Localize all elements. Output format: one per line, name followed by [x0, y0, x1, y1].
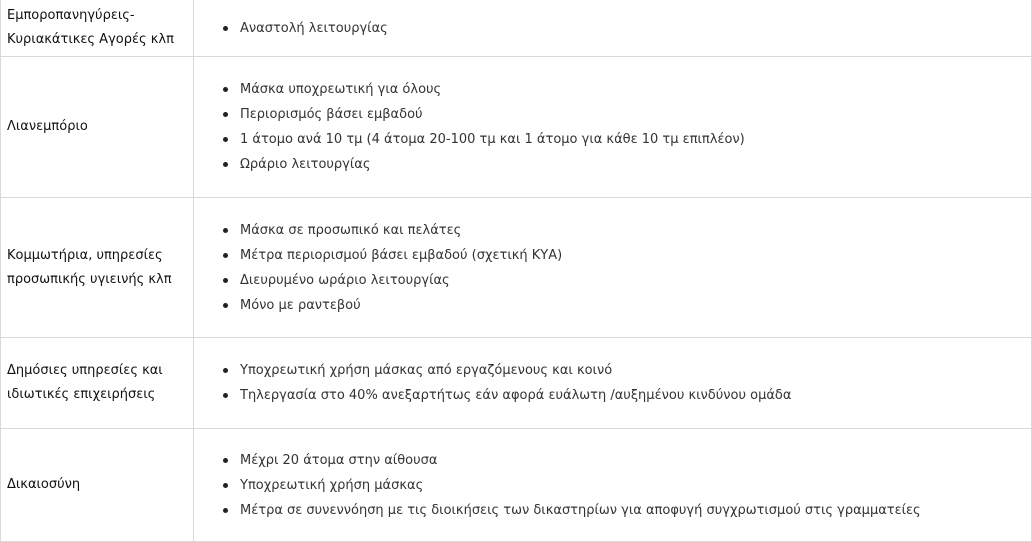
category-cell: [1, 338, 194, 429]
list-item: Μόνο με ραντεβού: [240, 293, 1011, 318]
category-cell: [1, 429, 194, 542]
category-line: ιδιωτικές επιχειρήσεις: [7, 387, 156, 402]
category-line: Λιανεμπόριο: [7, 119, 88, 134]
measures-list: [214, 16, 1011, 41]
category-line: Δικαιοσύνη: [7, 477, 81, 492]
list-item: Διευρυμένο ωράριο λειτουργίας: [240, 268, 1011, 293]
measures-list: [214, 448, 1011, 523]
list-item: Μέτρα σε συνεννόηση με τις διοικήσεις των δικαστηρίων για αποφυγή συγχρωτισμού στις γραμματείες: [240, 498, 1011, 523]
category-line: Κομμωτήρια, υπηρεσίες: [7, 247, 163, 263]
measures-list: [214, 358, 1011, 408]
category-line: Εμποροπανηγύρεις-: [7, 8, 135, 23]
list-item: Υποχρεωτική χρήση μάσκας: [240, 473, 1011, 498]
measures-cell: [194, 338, 1032, 429]
table-row: [1, 57, 1032, 198]
table-row: [1, 429, 1032, 542]
list-item: Περιορισμός βάσει εμβαδού: [240, 102, 1011, 127]
measures-cell: [194, 198, 1032, 338]
list-item: Μέτρα περιορισμού βάσει εμβαδού (σχετική ΚΥΑ): [240, 243, 1011, 268]
category-cell: [1, 198, 194, 338]
list-item: Αναστολή λειτουργίας: [240, 16, 1011, 41]
category-line: Κυριακάτικες Αγορές κλπ: [7, 32, 174, 47]
category-line: προσωπικής υγιεινής κλπ: [7, 271, 172, 287]
measures-list: [214, 218, 1011, 318]
list-item: Μέχρι 20 άτομα στην αίθουσα: [240, 448, 1011, 473]
table-row: [1, 338, 1032, 429]
list-item: Μάσκα υποχρεωτική για όλους: [240, 77, 1011, 102]
table-row: [1, 198, 1032, 338]
measures-cell: [194, 429, 1032, 542]
list-item: Μάσκα σε προσωπικό και πελάτες: [240, 218, 1011, 243]
measures-cell: [194, 57, 1032, 198]
category-cell: [1, 57, 194, 198]
measures-cell: [194, 0, 1032, 57]
category-cell: [1, 0, 194, 57]
category-line: Δημόσιες υπηρεσίες και: [7, 363, 163, 378]
list-item: Ωράριο λειτουργίας: [240, 152, 1011, 177]
table-row: [1, 0, 1032, 57]
list-item: 1 άτομο ανά 10 τμ (4 άτομα 20-100 τμ και 1 άτομο για κάθε 10 τμ επιπλέον): [240, 127, 1011, 152]
list-item: Τηλεργασία στο 40% ανεξαρτήτως εάν αφορά ευάλωτη /αυξημένου κινδύνου ομάδα: [240, 383, 1011, 408]
list-item: Υποχρεωτική χρήση μάσκας από εργαζόμενους και κοινό: [240, 358, 1011, 383]
measures-list: [214, 77, 1011, 177]
